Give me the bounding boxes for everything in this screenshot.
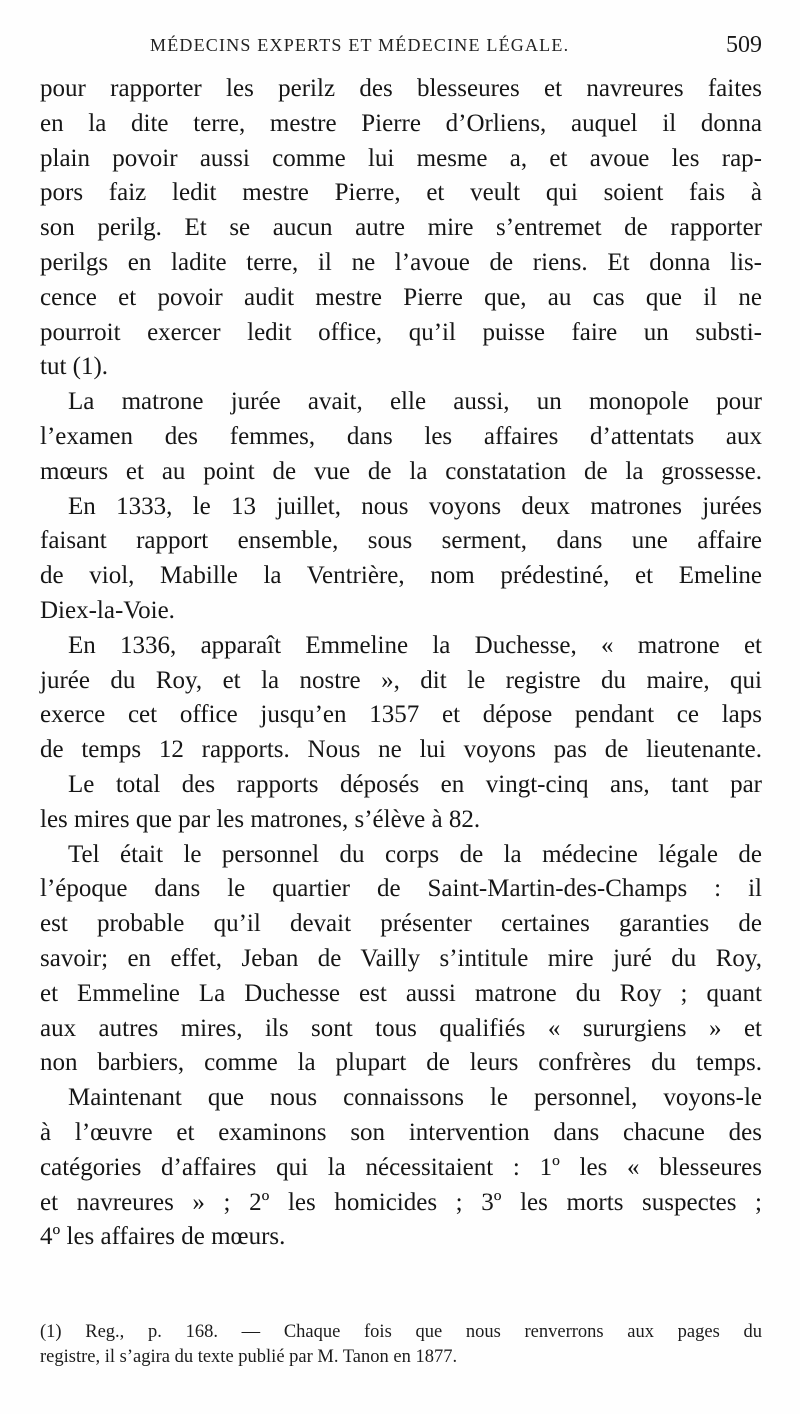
text-line: jurée du Roy, et la nostre », dit le registre du maire, qui [40,666,762,694]
text-line: tut (1). [40,353,109,381]
text-line: perilgs en ladite terre, il ne l’avoue de riens. Et donna lis- [40,248,762,276]
text-line: savoir; en effet, Jeban de Vailly s’intitule mire juré du Roy, [40,944,762,972]
text-line: pourroit exercer ledit office, qu’il puisse faire un substi- [40,318,762,346]
text-line: En 1333, le 13 juillet, nous voyons deux matrones jurées [68,492,762,520]
text-line: les mires que par les matrones, s’élève à 82. [40,805,481,833]
page-header [40,32,762,64]
text-line: exerce cet office jusqu’en 1357 et dépose pendant ce laps [40,701,762,729]
text-line: catégories d’affaires qui la nécessitaient : 1º les « blesseures [40,1153,762,1181]
text-line: en la dite terre, mestre Pierre d’Orliens, auquel il donna [40,109,762,137]
text-line: 4º les affaires de mœurs. [40,1223,286,1251]
text-line: son perilg. Et se aucun autre mire s’entremet de rapporter [40,214,762,242]
text-line: plain povoir aussi comme lui mesme a, et avoue les rap- [40,144,762,172]
text-line: Maintenant que nous connaissons le personnel, voyons-le [68,1084,762,1112]
text-line: pors faiz ledit mestre Pierre, et veult qui soient fais à [40,179,762,207]
text-line: mœurs et au point de vue de la constatation de la grossesse. [40,457,762,485]
text-line: pour rapporter les perilz des blesseures et navreures faites [40,75,762,102]
text-line: à l’œuvre et examinons son intervention dans chacune des [40,1118,762,1146]
running-head: MÉDECINS EXPERTS ET MÉDECINE LÉGALE. [150,35,570,55]
text-line: La matrone jurée avait, elle aussi, un monopole pour [68,388,762,416]
text-line: l’époque dans le quartier de Saint-Martin-des-Champs : il [40,875,762,903]
text-line: de viol, Mabille la Ventrière, nom prédestiné, et Emeline [40,562,762,590]
text-line: cence et povoir audit mestre Pierre que, au cas que il ne [40,283,762,311]
footnote-line: (1) Reg., p. 168. — Chaque fois que nous renverrons aux pages du [40,1322,762,1342]
body-text [40,72,762,1255]
text-line: Tel était le personnel du corps de la médecine légale de [68,840,762,868]
text-line: de temps 12 rapports. Nous ne lui voyons pas de lieutenante. [40,736,762,764]
text-line: Diex-la-Voie. [40,596,175,624]
text-line: et Emmeline La Duchesse est aussi matrone du Roy ; quant [40,979,762,1007]
text-line: En 1336, apparaît Emmeline la Duchesse, « matrone et [68,631,762,659]
text-line: est probable qu’il devait présenter certaines garanties de [40,910,762,938]
footnote [40,1320,762,1370]
text-line: non barbiers, comme la plupart de leurs confrères du temps. [40,1049,762,1077]
text-line: et navreures » ; 2º les homicides ; 3º les morts suspectes ; [40,1188,762,1216]
text-line: faisant rapport ensemble, sous serment, dans une affaire [40,527,762,555]
footnote-line: registre, il s’agira du texte publié par M. Tanon en 1877. [40,1347,458,1367]
text-line: Le total des rapports déposés en vingt-cinq ans, tant par [68,770,762,798]
text-line: l’examen des femmes, dans les affaires d’attentats aux [40,422,762,450]
page-number: 509 [726,32,762,58]
text-line: aux autres mires, ils sont tous qualifiés « sururgiens » et [40,1014,762,1042]
